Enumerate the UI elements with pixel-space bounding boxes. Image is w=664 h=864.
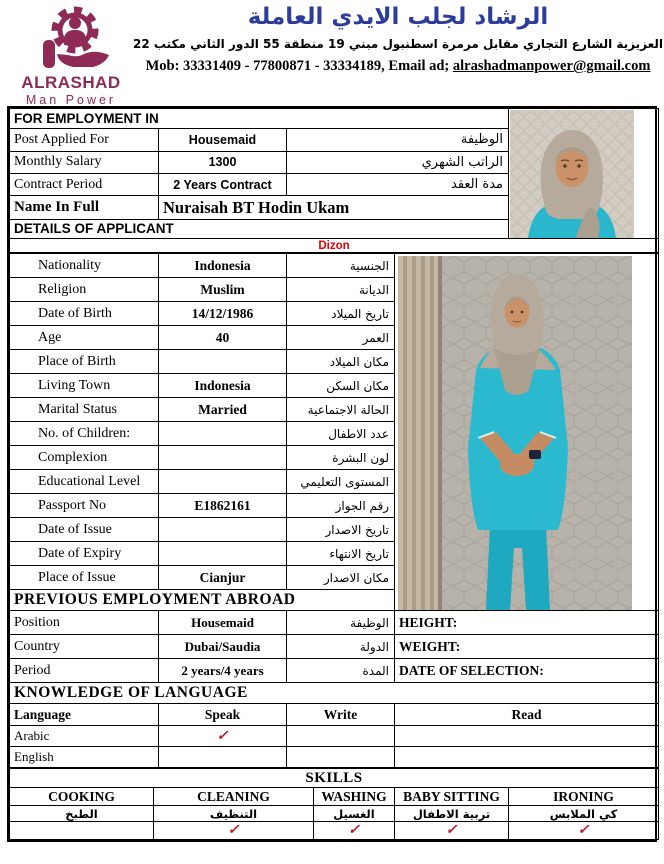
field-label: Religion xyxy=(10,278,159,302)
field-label-arabic: تاريخ الاصدار xyxy=(287,518,395,542)
skill-checkmark: ✓ xyxy=(314,822,395,840)
field-value: 2 years/4 years xyxy=(159,659,287,683)
field-value: 40 xyxy=(159,326,287,350)
field-label-arabic: الراتب الشهري xyxy=(287,151,509,173)
skill-name: WASHING xyxy=(314,788,395,806)
field-label: No. of Children: xyxy=(10,422,159,446)
height-label: HEIGHT: xyxy=(395,611,659,635)
field-label: Complexion xyxy=(10,446,159,470)
field-label: Age xyxy=(10,326,159,350)
field-value: 1300 xyxy=(159,151,287,173)
table-row xyxy=(10,806,659,822)
field-value: Indonesia xyxy=(159,374,287,398)
skills-table xyxy=(9,768,659,840)
field-value: Housemaid xyxy=(159,611,287,635)
applicant-full-name: Nuraisah BT Hodin Ukam xyxy=(159,196,509,219)
read-column-header: Read xyxy=(395,704,659,726)
field-value xyxy=(159,446,287,470)
table-row xyxy=(10,822,659,840)
section-title-skills: SKILLS xyxy=(10,769,659,788)
field-label: Monthly Salary xyxy=(10,151,159,173)
table-row xyxy=(10,704,659,726)
language-column-header: Language xyxy=(10,704,159,726)
field-value xyxy=(159,350,287,374)
field-label: Educational Level xyxy=(10,470,159,494)
field-label-arabic: مدة العقد xyxy=(287,174,509,196)
field-label-arabic: المستوى التعليمي xyxy=(287,470,395,494)
field-label-arabic: الديانة xyxy=(287,278,395,302)
section-title-details: DETAILS OF APPLICANT xyxy=(10,219,509,238)
field-value: Cianjur xyxy=(159,566,287,590)
page-header xyxy=(0,0,664,106)
skill-name-arabic: الغسيل xyxy=(314,806,395,822)
field-label: Position xyxy=(10,611,159,635)
portrait-photo-cell xyxy=(509,109,659,239)
write-checkmark xyxy=(287,747,395,768)
field-label-arabic: الجنسية xyxy=(287,254,395,278)
field-label-arabic: تاريخ الميلاد xyxy=(287,302,395,326)
field-value: E1862161 xyxy=(159,494,287,518)
skill-name-arabic: كي الملابس xyxy=(509,806,659,822)
agent-note: Dizon xyxy=(10,239,659,253)
details-table xyxy=(9,253,659,768)
manpower-gear-hand-icon xyxy=(21,4,121,70)
speak-column-header: Speak xyxy=(159,704,287,726)
table-row xyxy=(10,239,659,253)
field-label-arabic: العمر xyxy=(287,326,395,350)
table-row xyxy=(10,659,659,683)
table-row xyxy=(10,726,659,747)
field-label: Passport No xyxy=(10,494,159,518)
section-title-employment: FOR EMPLOYMENT IN xyxy=(10,109,509,129)
weight-label: WEIGHT: xyxy=(395,635,659,659)
field-label: Period xyxy=(10,659,159,683)
agency-logo xyxy=(12,4,130,107)
agency-title-arabic: الرشاد لجلب الايدي العاملة xyxy=(247,4,549,30)
field-label-arabic: المدة xyxy=(287,659,395,683)
field-value xyxy=(159,518,287,542)
skill-name-arabic: الطبخ xyxy=(10,806,154,822)
field-value xyxy=(159,542,287,566)
field-label-arabic: مكان الميلاد xyxy=(287,350,395,374)
applicant-portrait-photo xyxy=(510,110,634,238)
field-label-arabic: مكان الاصدار xyxy=(287,566,395,590)
speak-checkmark: ✓ xyxy=(159,726,287,747)
write-column-header: Write xyxy=(287,704,395,726)
employment-table xyxy=(9,108,659,253)
phone-numbers: Mob: 33331409 - 77800871 - 33334189, Email ad; xyxy=(145,58,453,74)
field-label-arabic: الوظيفة xyxy=(287,611,395,635)
contact-line xyxy=(132,58,664,75)
table-row xyxy=(10,611,659,635)
field-label-arabic: لون البشرة xyxy=(287,446,395,470)
field-label-arabic: مكان السكن xyxy=(287,374,395,398)
field-label-arabic: تاريخ الانتهاء xyxy=(287,542,395,566)
field-label: Nationality xyxy=(10,254,159,278)
field-label-arabic: الوظيفة xyxy=(287,129,509,151)
field-label-arabic: الحالة الاجتماعية xyxy=(287,398,395,422)
field-label: Place of Issue xyxy=(10,566,159,590)
name-label: Name In Full xyxy=(10,196,159,219)
read-checkmark xyxy=(395,726,659,747)
field-value: 2 Years Contract xyxy=(159,174,287,196)
field-value: Indonesia xyxy=(159,254,287,278)
field-label: Contract Period xyxy=(10,174,159,196)
field-label: Post Applied For xyxy=(10,129,159,151)
table-row xyxy=(10,109,659,129)
skill-name: COOKING xyxy=(10,788,154,806)
skill-name: IRONING xyxy=(509,788,659,806)
table-row xyxy=(10,683,659,704)
speak-checkmark xyxy=(159,747,287,768)
field-label-arabic: رقم الجواز xyxy=(287,494,395,518)
applicant-full-body-photo xyxy=(398,256,632,610)
read-checkmark xyxy=(395,747,659,768)
field-value: Married xyxy=(159,398,287,422)
field-value: 14/12/1986 xyxy=(159,302,287,326)
table-row xyxy=(10,769,659,788)
field-value xyxy=(159,470,287,494)
skill-name-arabic: تربية الاطفال xyxy=(395,806,509,822)
section-title-language: KNOWLEDGE OF LANGUAGE xyxy=(10,683,659,704)
field-label-arabic: الدولة xyxy=(287,635,395,659)
date-of-selection-label: DATE OF SELECTION: xyxy=(395,659,659,683)
field-label: Date of Issue xyxy=(10,518,159,542)
table-row xyxy=(10,635,659,659)
skill-checkmark: ✓ xyxy=(154,822,314,840)
skill-checkmark xyxy=(10,822,154,840)
field-value: Housemaid xyxy=(159,129,287,151)
write-checkmark xyxy=(287,726,395,747)
field-label: Date of Expiry xyxy=(10,542,159,566)
field-value xyxy=(159,422,287,446)
table-row xyxy=(10,254,659,278)
skill-checkmark: ✓ xyxy=(509,822,659,840)
application-form xyxy=(7,106,657,842)
full-body-photo-cell xyxy=(395,254,659,611)
field-label: Place of Birth xyxy=(10,350,159,374)
skill-name: CLEANING xyxy=(154,788,314,806)
skill-name-arabic: التنظيف xyxy=(154,806,314,822)
field-label: Date of Birth xyxy=(10,302,159,326)
table-row xyxy=(10,788,659,806)
header-text-block xyxy=(132,0,664,75)
skill-name: BABY SITTING xyxy=(395,788,509,806)
field-label: Living Town xyxy=(10,374,159,398)
field-label-arabic: عدد الاطفال xyxy=(287,422,395,446)
language-name: Arabic xyxy=(10,726,159,747)
field-value: Muslim xyxy=(159,278,287,302)
email-link[interactable]: alrashadmanpower@gmail.com xyxy=(452,58,651,74)
field-label: Country xyxy=(10,635,159,659)
language-name: English xyxy=(10,747,159,768)
section-title-previous-employment: PREVIOUS EMPLOYMENT ABROAD xyxy=(10,590,395,611)
agency-subtitle: Man Power xyxy=(25,93,117,107)
agency-name: ALRASHAD xyxy=(21,73,121,92)
field-label: Marital Status xyxy=(10,398,159,422)
table-row xyxy=(10,747,659,768)
agency-address-arabic: العزيزية الشارع التجاري مقابل مرمرة اسطنبول مبني 19 منطقة 55 الدور الثاني مكتب 22 xyxy=(133,37,663,51)
skill-checkmark: ✓ xyxy=(395,822,509,840)
field-value: Dubai/Saudia xyxy=(159,635,287,659)
